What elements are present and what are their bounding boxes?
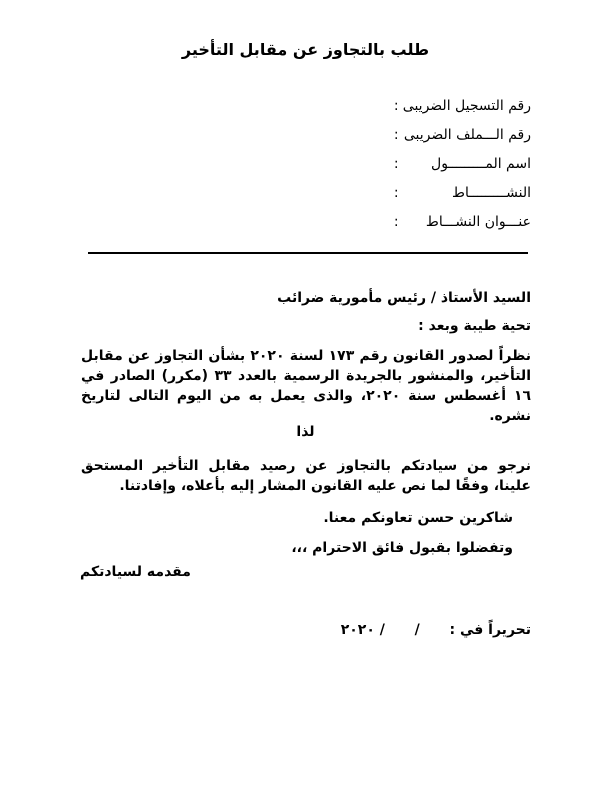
field-colon: : bbox=[393, 156, 399, 172]
field-label: النشـــــــــاط bbox=[452, 185, 531, 201]
taxpayer-fields bbox=[231, 98, 531, 243]
submitted-by-line: مقدمه لسيادتكم bbox=[80, 564, 191, 580]
regards-line: وتفضلوا بقبول فائق الاحترام ،،، bbox=[291, 540, 513, 556]
field-taxpayer-name bbox=[231, 156, 531, 185]
therefore-heading: لذا bbox=[296, 424, 315, 440]
date-month-separator: / bbox=[379, 622, 385, 638]
field-colon: : bbox=[393, 214, 399, 230]
addressee-line: السيد الأستاذ / رئيس مأمورية ضرائب bbox=[277, 290, 531, 306]
date-label: تحريراً في : bbox=[449, 622, 531, 638]
field-label: رقم التسجيل الضريبى bbox=[402, 98, 531, 114]
field-label: عنـــوان النشـــاط bbox=[425, 214, 531, 230]
paragraph-request: نرجو من سيادتكم بالتجاوز عن رصيد مقابل التأخير المستحق علينا، وفقًا لما نص عليه القانون المشار إليه بأعلاه، وإفادتنا. bbox=[81, 458, 531, 494]
field-label: رقم الـــملف الضريبى bbox=[403, 127, 531, 143]
document-title: طلب بالتجاوز عن مقابل التأخير bbox=[181, 40, 430, 59]
field-colon: : bbox=[393, 185, 399, 201]
field-colon: : bbox=[393, 98, 399, 114]
field-colon: : bbox=[393, 127, 399, 143]
field-tax-registration-number bbox=[231, 98, 531, 127]
date-line bbox=[341, 622, 531, 638]
date-day-separator: / bbox=[414, 622, 420, 638]
greeting-line: تحية طيبة وبعد : bbox=[418, 318, 531, 334]
field-activity bbox=[231, 185, 531, 214]
field-activity-address bbox=[231, 214, 531, 243]
date-year: ٢٠٢٠ bbox=[340, 622, 375, 638]
section-divider bbox=[88, 252, 528, 254]
field-tax-file-number bbox=[231, 127, 531, 156]
thanks-line: شاكرين حسن تعاونكم معنا. bbox=[323, 510, 513, 526]
field-label: اسم المـــــــــول bbox=[431, 156, 531, 172]
paragraph-reason: نظراً لصدور القانون رقم ١٧٣ لسنة ٢٠٢٠ بشأن التجاوز عن مقابل التأخير، والمنشور بالجريدة الرسمية بالعدد ٣٣ (مكرر) الصادر في ١٦ أغسطس سنة ٢٠٢٠، والذى يعمل به من اليوم التالى لتاريخ نشره. bbox=[81, 348, 531, 424]
